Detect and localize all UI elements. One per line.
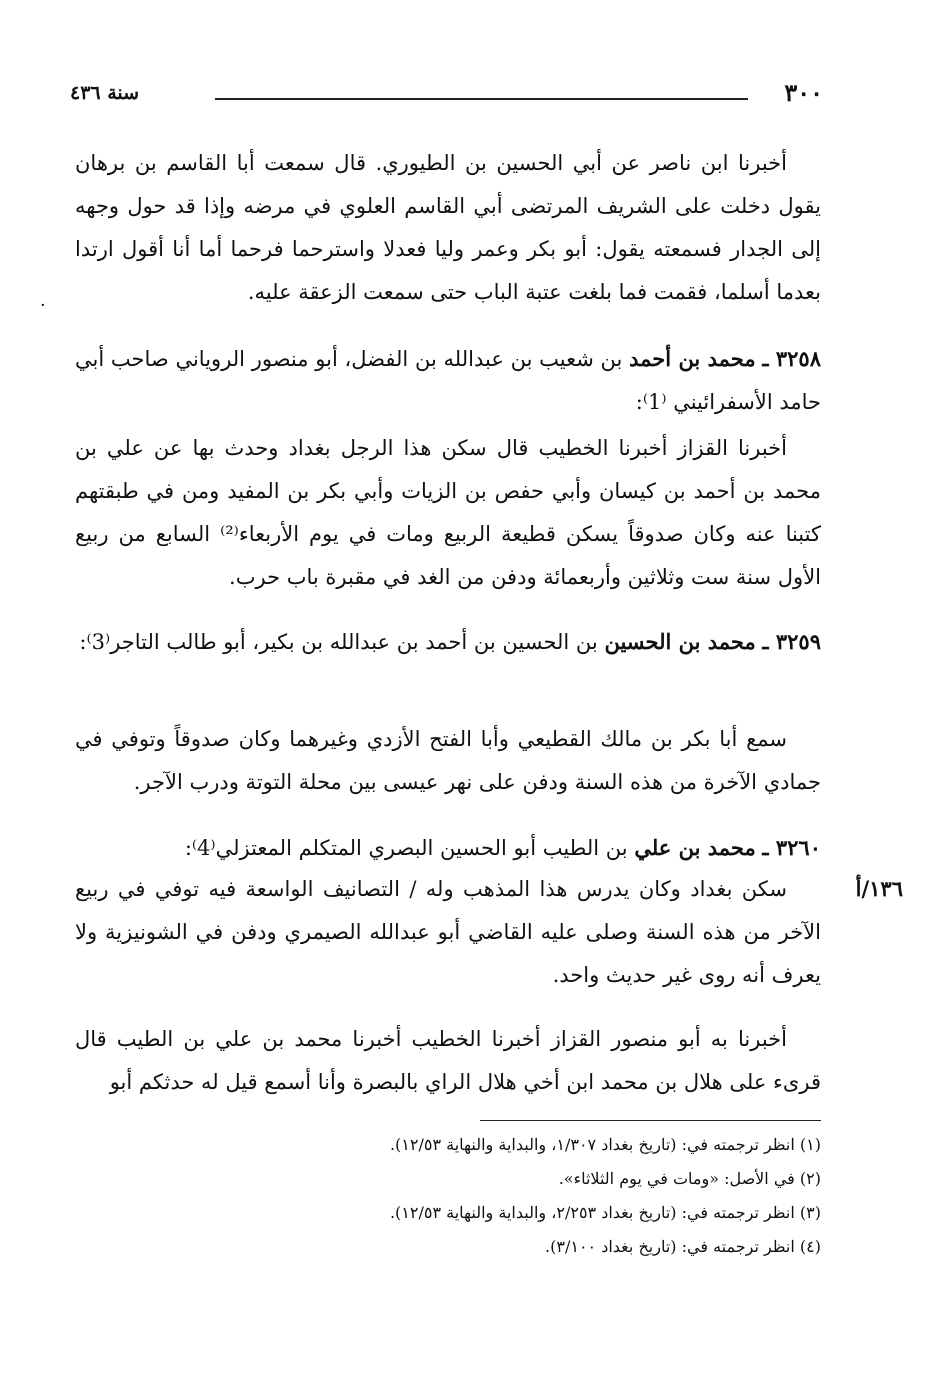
entry-description: بن شعيب بن عبدالله بن الفضل، أبو منصور الروياني صاحب أبي حامد الأسفرائيني ⁽1⁾: — [75, 347, 821, 414]
entry-name: محمد بن علي — [634, 835, 756, 860]
header-rule — [215, 98, 748, 100]
paragraph-2: أخبرنا القزاز أخبرنا الخطيب قال سكن هذا الرجل بغداد وحدث بها عن علي بن محمد بن أحمد بن كيسان وأبي حفص بن الزيات وأبي بكر بن المفيد ومن في طبقتهم كتبنا عنه وكان صدوقاً يسكن قطيعة الربيع ومات في يوم الأربعاء⁽²⁾ السابع من ربيع الأول سنة ست وثلاثين وأربعمائة ودفن من الغد في مقبرة باب حرب. — [75, 436, 821, 589]
entry-description: بن الطيب أبو الحسين البصري المتكلم المعتزلي⁽4⁾: — [184, 836, 628, 860]
year-label: سنة ٤٣٦ — [70, 82, 140, 104]
entry-number: ٣٢٥٨ ـ — [762, 346, 821, 371]
footnote-2: (٢) في الأصل: «ومات في يوم الثلاثاء». — [558, 1169, 821, 1188]
entry-number: ٣٢٥٩ ـ — [762, 629, 821, 654]
page-number: ٣٠٠ — [784, 78, 823, 107]
entry-3259 — [75, 620, 821, 664]
entry-name: محمد بن أحمد — [629, 346, 756, 371]
footnote-3: (٣) انظر ترجمته في: (تاريخ بغداد ٢/٢٥٣، والبداية والنهاية ١٢/٥٣). — [389, 1203, 821, 1222]
entry-name: محمد بن الحسين — [604, 629, 756, 654]
footnote-4: (٤) انظر ترجمته في: (تاريخ بغداد ٣/١٠٠). — [545, 1237, 821, 1256]
entry-description: بن الحسين بن أحمد بن عبدالله بن بكير، أبو طالب التاجر⁽3⁾: — [79, 630, 598, 654]
entry-number: ٣٢٦٠ ـ — [762, 835, 821, 860]
margin-dot: · — [40, 295, 46, 316]
entry-3258 — [75, 337, 821, 424]
paragraph-3: سمع أبا بكر بن مالك القطيعي وأبا الفتح الأزدي وغيرهما وكان صدوقاً وتوفي في جمادي الآخرة من هذه السنة ودفن على نهر عيسى بين محلة التوتة ودرب الآجر. — [75, 727, 821, 794]
paragraph-5: أخبرنا به أبو منصور القزاز أخبرنا الخطيب أخبرنا محمد بن علي بن الطيب قال قرىء على هلال بن محمد ابن أخي هلال الراي بالبصرة وأنا أسمع قيل له حدثكم أبو — [75, 1027, 821, 1094]
paragraph-4: سكن بغداد وكان يدرس هذا المذهب وله / التصانيف الواسعة فيه توفي في ربيع الآخر من هذه السنة وصلى عليه القاضي أبو عبدالله الصيمري ودفن في الشونيزية ولا يعرف أنه روى غير حديث واحد. — [75, 877, 821, 987]
footnote-separator — [480, 1120, 821, 1121]
footnote-1: (١) انظر ترجمته في: (تاريخ بغداد ١/٣٠٧، والبداية والنهاية ١٢/٥٣). — [389, 1135, 821, 1154]
manuscript-margin-note: ١٣٦/أ — [855, 876, 903, 901]
footnotes — [75, 1128, 821, 1264]
entry-3260 — [75, 826, 821, 870]
paragraph-1: أخبرنا ابن ناصر عن أبي الحسين بن الطيوري. قال سمعت أبا القاسم بن برهان يقول دخلت على الشريف المرتضى أبي القاسم العلوي في مرضه وإذا قد حول وجهه إلى الجدار فسمعته يقول: أبو بكر وعمر وليا فعدلا واسترحما فرحما أما أنا أقول ارتدا بعدما أسلما، فقمت فما بلغت عتبة الباب حتى سمعت الزعقة عليه. — [75, 151, 821, 304]
page-header — [70, 78, 823, 118]
